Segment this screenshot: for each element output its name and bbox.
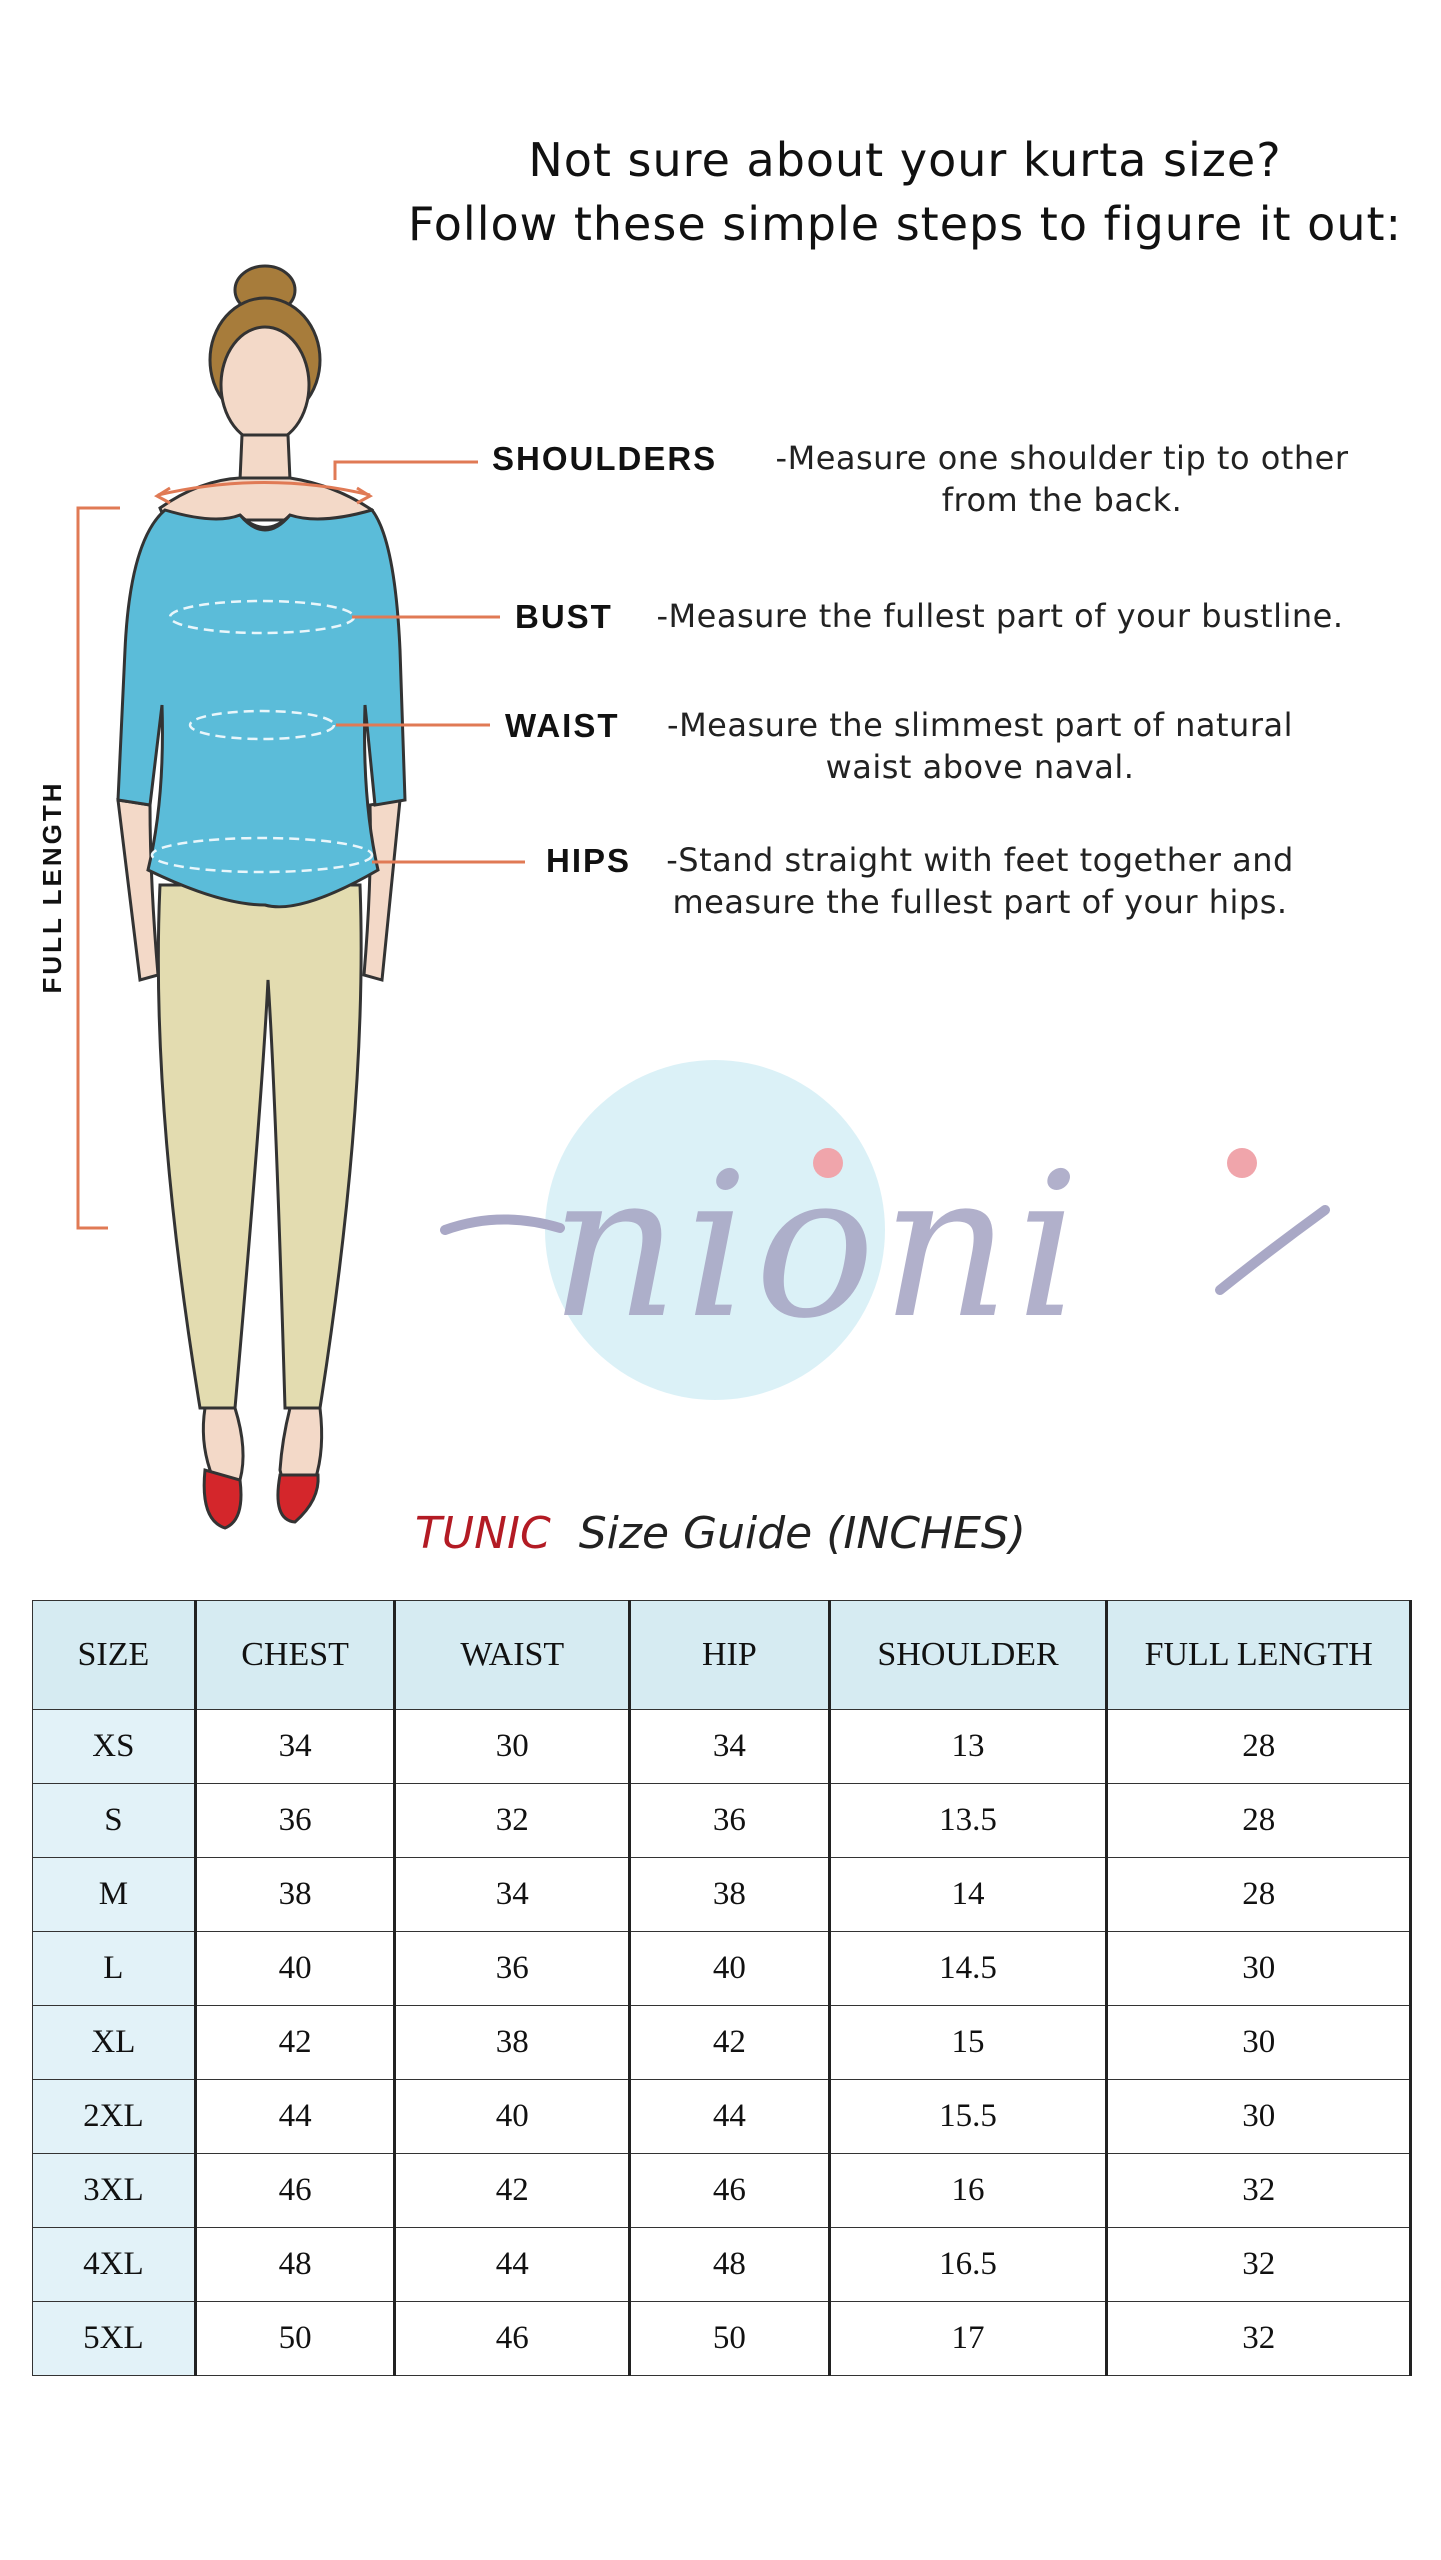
cell-size: 4XL	[33, 2228, 196, 2302]
cell-full-length: 28	[1107, 1784, 1411, 1858]
cell-waist: 30	[395, 1710, 630, 1784]
size-guide-heading: Size Guide (INCHES)	[578, 1508, 1026, 1559]
cell-shoulder: 15.5	[829, 2080, 1107, 2154]
cell-full-length: 30	[1107, 2080, 1411, 2154]
cell-shoulder: 15	[829, 2006, 1107, 2080]
hips-desc-line1: -Stand straight with feet together and	[666, 841, 1294, 879]
bust-desc: -Measure the fullest part of your bustline.	[656, 597, 1344, 635]
shoulders-desc	[752, 437, 1372, 521]
cell-size: 2XL	[33, 2080, 196, 2154]
cell-full-length: 30	[1107, 1932, 1411, 2006]
cell-waist: 38	[395, 2006, 630, 2080]
table-header-row	[33, 1601, 1411, 1710]
shoulders-desc-line1: -Measure one shoulder tip to other	[775, 439, 1349, 477]
cell-chest: 48	[195, 2228, 395, 2302]
cell-size: S	[33, 1784, 196, 1858]
cell-waist: 44	[395, 2228, 630, 2302]
cell-hip: 44	[630, 2080, 830, 2154]
cell-hip: 40	[630, 1932, 830, 2006]
cell-size: XL	[33, 2006, 196, 2080]
table-row	[33, 2006, 1411, 2080]
cell-waist: 32	[395, 1784, 630, 1858]
waist-desc	[650, 704, 1310, 788]
header-full-length: FULL LENGTH	[1107, 1601, 1411, 1710]
waist-desc-line1: -Measure the slimmest part of natural	[667, 706, 1293, 744]
headline-line2: Follow these simple steps to figure it out:	[407, 197, 1403, 251]
cell-size: M	[33, 1858, 196, 1932]
table-row	[33, 2228, 1411, 2302]
cell-shoulder: 14	[829, 1858, 1107, 1932]
hips-label: HIPS	[546, 842, 632, 879]
cell-hip: 48	[630, 2228, 830, 2302]
table-row	[33, 1932, 1411, 2006]
cell-chest: 44	[195, 2080, 395, 2154]
cell-waist: 36	[395, 1932, 630, 2006]
cell-size: XS	[33, 1710, 196, 1784]
logo-wordmark: nioni	[550, 1130, 1086, 1363]
table-row	[33, 2080, 1411, 2154]
cell-full-length: 28	[1107, 1858, 1411, 1932]
shoulders-desc-line2: from the back.	[941, 481, 1183, 519]
size-guide-accent: TUNIC	[415, 1508, 551, 1559]
header-shoulder: SHOULDER	[829, 1601, 1107, 1710]
headline-line1: Not sure about your kurta size?	[528, 133, 1282, 187]
cell-chest: 50	[195, 2302, 395, 2376]
shoulders-label: SHOULDERS	[492, 440, 718, 477]
cell-chest: 46	[195, 2154, 395, 2228]
size-guide-title	[0, 1508, 1441, 1559]
cell-shoulder: 17	[829, 2302, 1107, 2376]
cell-waist: 40	[395, 2080, 630, 2154]
cell-shoulder: 13	[829, 1710, 1107, 1784]
cell-hip: 50	[630, 2302, 830, 2376]
cell-hip: 46	[630, 2154, 830, 2228]
nioni-logo	[440, 1050, 1340, 1410]
cell-hip: 34	[630, 1710, 830, 1784]
guide-lines	[0, 0, 560, 900]
full-length-label: FULL LENGTH	[37, 780, 67, 994]
cell-shoulder: 14.5	[829, 1932, 1107, 2006]
cell-waist: 46	[395, 2302, 630, 2376]
cell-full-length: 30	[1107, 2006, 1411, 2080]
cell-chest: 38	[195, 1858, 395, 1932]
cell-size: 3XL	[33, 2154, 196, 2228]
cell-hip: 42	[630, 2006, 830, 2080]
cell-chest: 42	[195, 2006, 395, 2080]
cell-chest: 36	[195, 1784, 395, 1858]
header-size: SIZE	[33, 1601, 196, 1710]
pants	[158, 885, 361, 1408]
waist-label: WAIST	[505, 707, 620, 744]
cell-shoulder: 13.5	[829, 1784, 1107, 1858]
table-row	[33, 1710, 1411, 1784]
cell-full-length: 28	[1107, 1710, 1411, 1784]
cell-waist: 34	[395, 1858, 630, 1932]
table-row	[33, 2302, 1411, 2376]
cell-shoulder: 16	[829, 2154, 1107, 2228]
table-row	[33, 2154, 1411, 2228]
cell-full-length: 32	[1107, 2302, 1411, 2376]
hips-desc	[660, 839, 1300, 923]
cell-hip: 38	[630, 1858, 830, 1932]
cell-shoulder: 16.5	[829, 2228, 1107, 2302]
cell-chest: 40	[195, 1932, 395, 2006]
header-chest: CHEST	[195, 1601, 395, 1710]
cell-hip: 36	[630, 1784, 830, 1858]
cell-chest: 34	[195, 1710, 395, 1784]
table-row	[33, 1784, 1411, 1858]
cell-full-length: 32	[1107, 2154, 1411, 2228]
cell-size: L	[33, 1932, 196, 2006]
bust-label: BUST	[515, 598, 613, 635]
cell-waist: 42	[395, 2154, 630, 2228]
waist-desc-line2: waist above naval.	[825, 748, 1135, 786]
header-waist: WAIST	[395, 1601, 630, 1710]
table-row	[33, 1858, 1411, 1932]
size-table	[32, 1600, 1412, 2376]
header-hip: HIP	[630, 1601, 830, 1710]
hips-desc-line2: measure the fullest part of your hips.	[672, 883, 1288, 921]
cell-size: 5XL	[33, 2302, 196, 2376]
cell-full-length: 32	[1107, 2228, 1411, 2302]
